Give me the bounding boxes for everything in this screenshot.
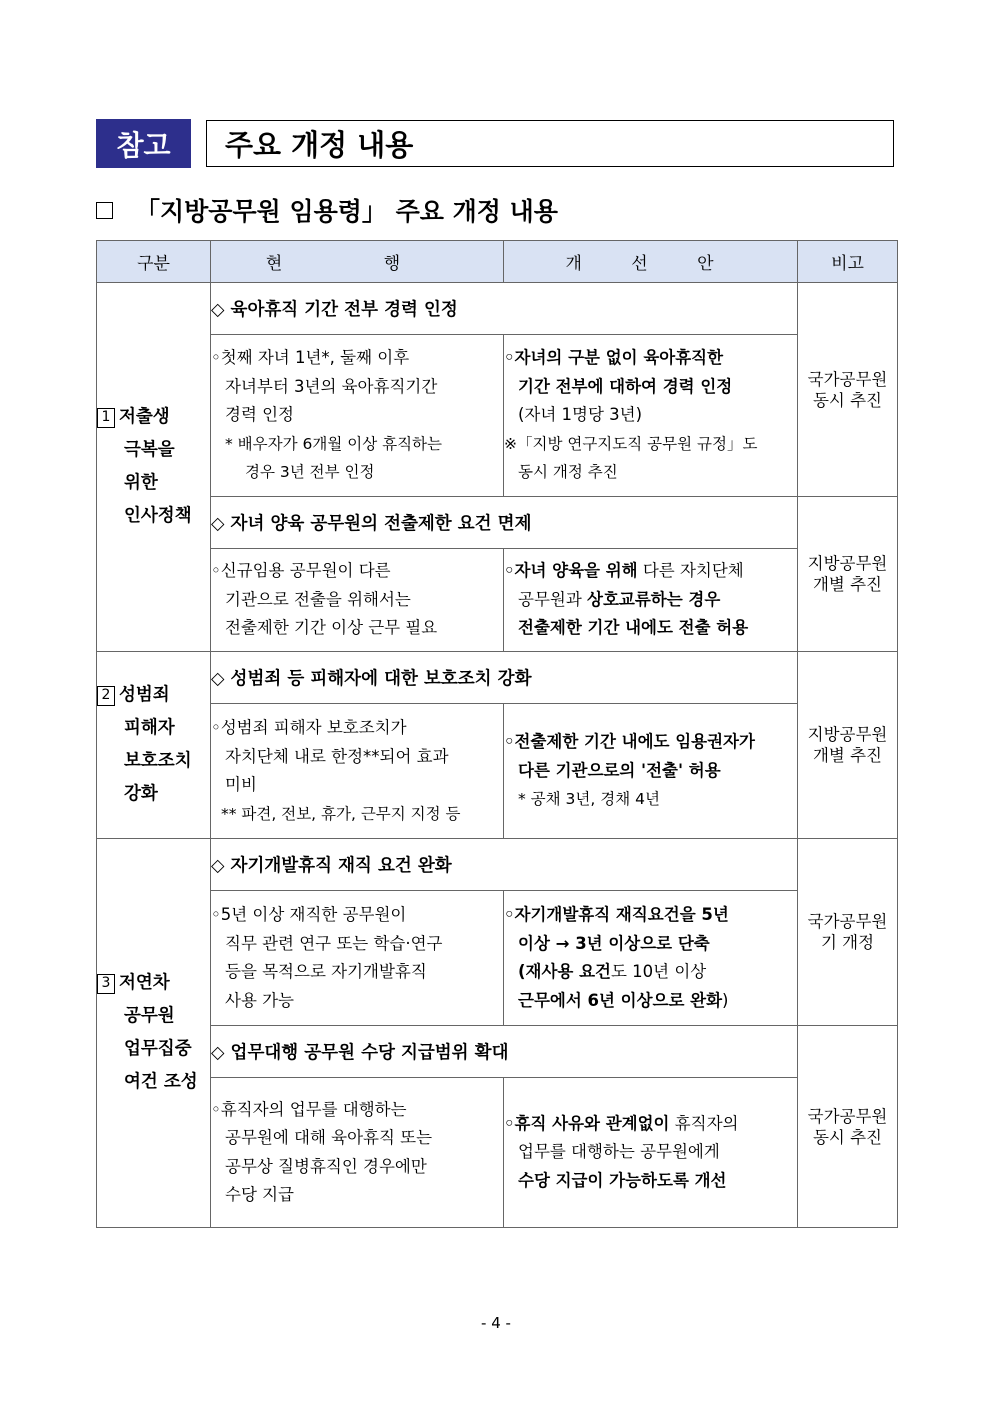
current-cell	[211, 549, 504, 652]
proposed-text: 공무원과	[518, 589, 588, 609]
current-note: 경우 3년 전부 인정	[245, 463, 375, 482]
table-row	[97, 1026, 898, 1078]
proposed-text: 이상 → 3년 이상으로 단축	[518, 933, 710, 953]
current-note: * 배우자가 6개월 이상 휴직하는	[225, 434, 442, 453]
category-cell-2	[97, 652, 211, 839]
amendment-table	[96, 240, 898, 1228]
category-label: 성범죄	[119, 685, 170, 705]
table-row	[97, 549, 898, 652]
proposed-text: ◦자녀 양육을 위해	[504, 561, 638, 581]
proposed-cell	[504, 891, 798, 1026]
section-heading: ◇ 성범죄 등 피해자에 대한 보호조치 강화	[211, 652, 798, 704]
reference-badge: 참고	[96, 119, 191, 168]
remark-text: 동시 추진	[812, 1127, 882, 1147]
proposed-text: 근무에서 6년 이상으로 완화	[518, 990, 723, 1010]
current-text: ◦신규임용 공무원이 다른	[211, 561, 391, 581]
remark-text: 지방공무원	[807, 725, 888, 744]
current-text: 전출제한 기간 이상 근무 필요	[225, 618, 438, 638]
proposed-text: ◦자기개발휴직 재직요건	[504, 905, 680, 924]
table-header-row	[97, 241, 898, 283]
remark-text: 국가공무원	[807, 1106, 888, 1126]
current-text: 경력 인정	[225, 405, 295, 425]
checkbox-icon	[96, 202, 113, 219]
category-label: 인사정책	[124, 506, 192, 526]
current-cell	[211, 1078, 504, 1228]
number-box: 2	[97, 686, 115, 706]
proposed-cell	[504, 1078, 798, 1228]
category-label: 여건 조성	[124, 1072, 198, 1092]
section-heading: ◇ 육아휴직 기간 전부 경력 인정	[211, 283, 798, 335]
category-label: 저연차	[119, 973, 170, 993]
current-text: 자치단체 내로 한정**되어 효과	[225, 746, 449, 766]
proposed-text: 업무를 대행하는 공무원에게	[518, 1142, 720, 1162]
proposed-text: ◦휴직 사유와 관계없이	[504, 1113, 670, 1133]
page-title-box	[206, 120, 894, 167]
table-row	[97, 1078, 898, 1228]
remark-text: 국가공무원	[807, 369, 888, 389]
proposed-text: (재사용 요건	[518, 962, 611, 981]
table-row	[97, 704, 898, 839]
current-text: 자녀부터 3년의 육아휴직기간	[225, 376, 438, 396]
table-row	[97, 497, 898, 549]
category-label: 공무원	[124, 1006, 175, 1026]
proposed-text: 상호교류하는 경우	[587, 589, 721, 609]
current-text: ◦휴직자의 업무를 대행하는	[211, 1099, 407, 1119]
current-text: ◦첫째 자녀 1년*, 둘째 이후	[211, 348, 410, 368]
remark-cell	[798, 497, 898, 652]
proposed-text: 도 10년 이상	[610, 962, 707, 981]
proposed-text: )	[722, 990, 729, 1010]
category-label: 위한	[124, 473, 158, 493]
proposed-text: 을 5년	[679, 905, 729, 924]
remark-text: 국가공무원	[807, 912, 888, 931]
category-label: 피해자	[124, 718, 175, 738]
table-row	[97, 652, 898, 704]
proposed-note: 동시 개정 추진	[518, 463, 618, 482]
current-text: 공무상 질병휴직인 경우에만	[225, 1156, 427, 1176]
category-label: 극복을	[124, 440, 175, 460]
category-label: 저출생	[119, 407, 170, 427]
remark-text: 지방공무원	[807, 554, 888, 573]
section-heading: ◇ 자기개발휴직 재직 요건 완화	[211, 839, 798, 891]
proposed-text: ◦자녀의 구분 없이 육아휴직한	[504, 348, 724, 368]
proposed-text: 수당 지급이 가능하도록 개선	[518, 1170, 727, 1190]
section-heading: ◇ 자녀 양육 공무원의 전출제한 요건 면제	[211, 497, 798, 549]
page-title: 주요 개정 내용	[225, 128, 414, 162]
proposed-note: * 공채 3년, 경채 4년	[518, 790, 660, 809]
remark-cell	[798, 1026, 898, 1228]
current-text: ◦성범죄 피해자 보호조치가	[211, 718, 407, 737]
subtitle-text: 「지방공무원 임용령」 주요 개정 내용	[135, 197, 558, 226]
section-subtitle	[96, 192, 558, 228]
proposed-cell	[504, 335, 798, 497]
current-text: ◦5년 이상 재직한 공무원이	[211, 905, 407, 924]
number-box: 1	[97, 408, 115, 428]
category-label: 강화	[124, 784, 158, 804]
remark-text: 개별 추진	[812, 575, 882, 594]
proposed-note: ※「지방 연구지도직 공무원 규정」도	[504, 434, 758, 453]
current-cell	[211, 891, 504, 1026]
current-cell	[211, 335, 504, 497]
header-proposed: 개 선 안	[504, 241, 798, 283]
remark-cell	[798, 839, 898, 1026]
table-row	[97, 335, 898, 497]
remark-cell	[798, 283, 898, 497]
proposed-text: 다른 자치단체	[637, 561, 744, 581]
proposed-text: 기간 전부에 대하여 경력 인정	[518, 376, 733, 396]
current-text: 사용 가능	[225, 990, 295, 1010]
section-heading: ◇ 업무대행 공무원 수당 지급범위 확대	[211, 1026, 798, 1078]
page-number: - 4 -	[481, 1314, 511, 1332]
current-text: 미비	[225, 775, 257, 794]
table-row	[97, 891, 898, 1026]
table-row	[97, 283, 898, 335]
current-text: 직무 관련 연구 또는 학습·연구	[225, 933, 443, 953]
proposed-cell	[504, 549, 798, 652]
category-cell-1	[97, 283, 211, 652]
remark-cell	[798, 652, 898, 839]
current-note: ** 파견, 전보, 휴가, 근무지 지정 등	[221, 804, 461, 823]
proposed-text: ◦전출제한 기간 내에도 임용권자가	[504, 732, 755, 752]
category-label: 보호조치	[124, 751, 192, 771]
category-cell-3	[97, 839, 211, 1228]
remark-text: 기 개정	[820, 933, 875, 952]
proposed-text: 다른 기관으로의 '전출' 허용	[518, 760, 721, 780]
proposed-cell	[504, 704, 798, 839]
table-row	[97, 839, 898, 891]
header-remark: 비고	[798, 241, 898, 283]
remark-text: 동시 추진	[812, 390, 882, 410]
current-text: 공무원에 대해 육아휴직 또는	[225, 1128, 433, 1147]
number-box: 3	[97, 974, 115, 994]
current-cell	[211, 704, 504, 839]
proposed-text: 전출제한 기간 내에도 전출 허용	[518, 618, 749, 638]
header-category: 구분	[97, 241, 211, 283]
current-text: 등을 목적으로 자기개발휴직	[225, 962, 427, 981]
header-current: 현 행	[211, 241, 504, 283]
current-text: 수당 지급	[225, 1185, 295, 1204]
current-text: 기관으로 전출을 위해서는	[225, 589, 411, 609]
category-label: 업무집중	[124, 1039, 192, 1059]
remark-text: 개별 추진	[812, 746, 882, 765]
proposed-text: (자녀 1명당 3년)	[518, 405, 643, 425]
proposed-text: 휴직자의	[669, 1113, 739, 1133]
